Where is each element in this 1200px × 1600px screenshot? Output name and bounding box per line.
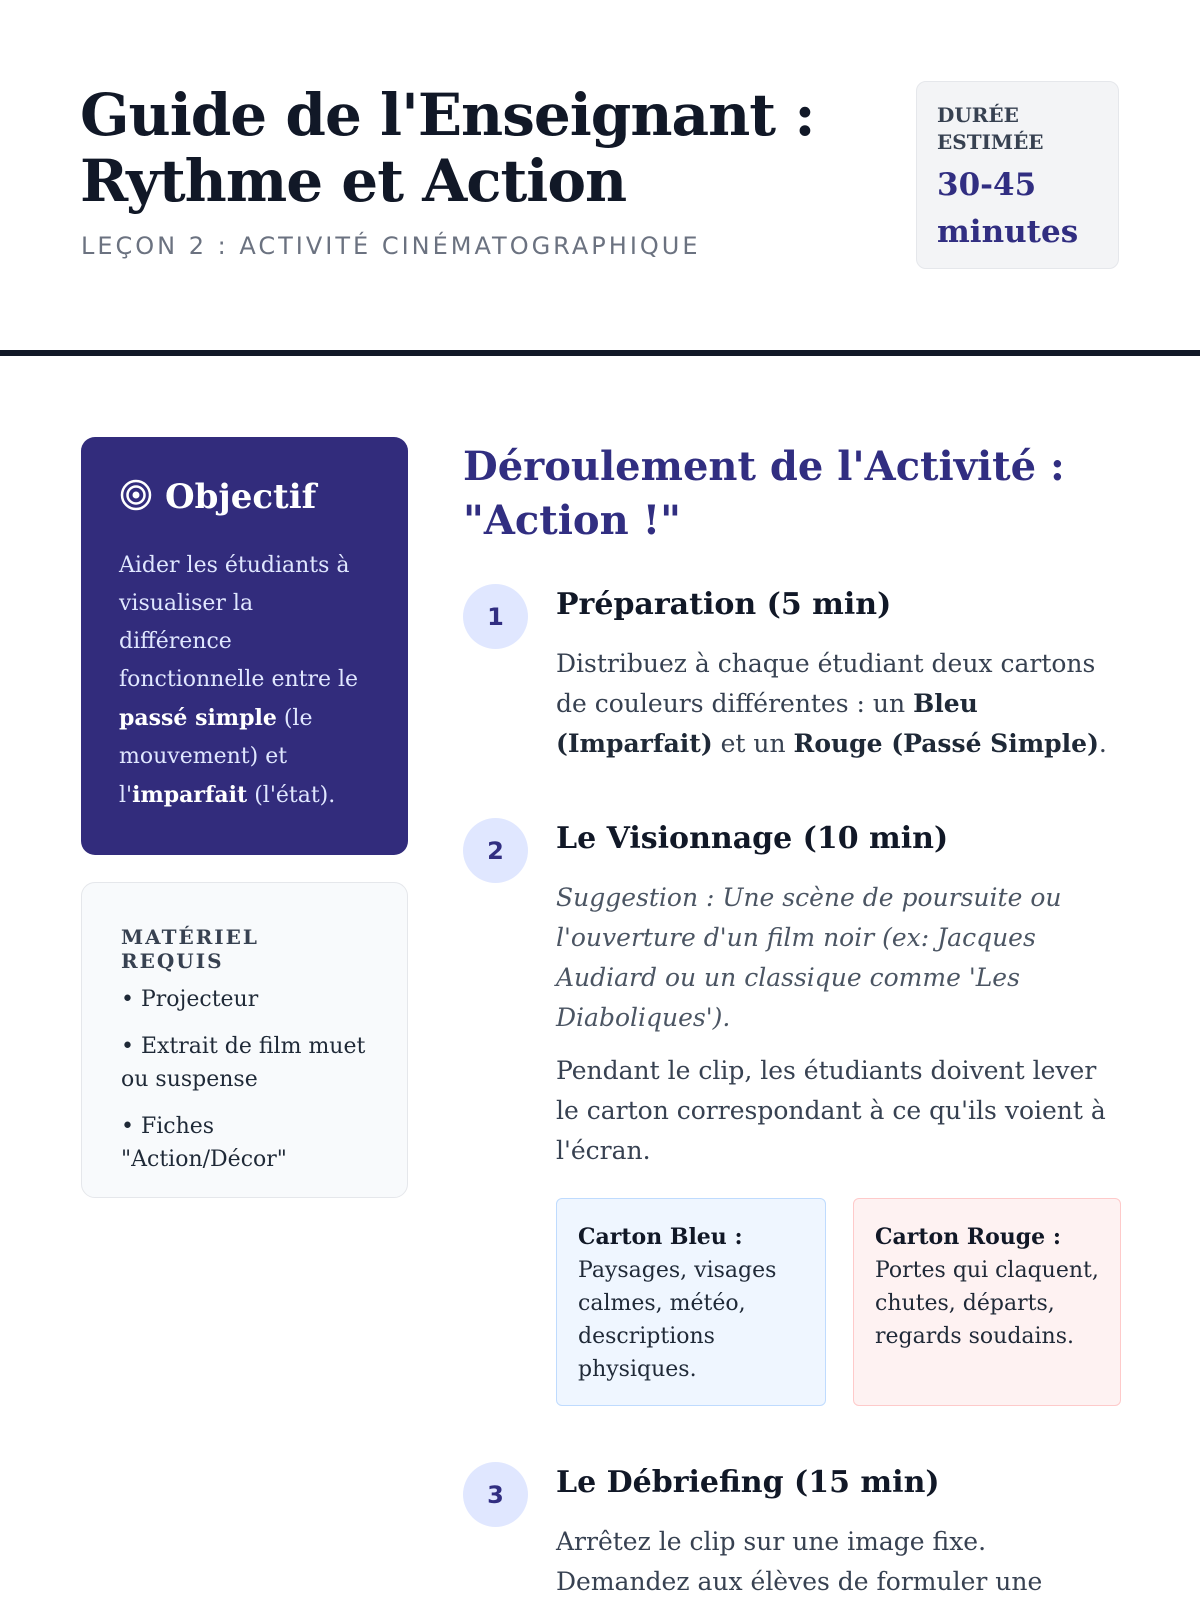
title-line-1: Guide de l'Enseignant : [80,81,815,149]
header [0,0,1200,350]
step-number-badge: 2 [463,818,528,883]
list-item: • Fiches "Action/Décor" [121,1114,287,1172]
lesson-subtitle: LEÇON 2 : ACTIVITÉ CINÉMATOGRAPHIQUE [81,232,701,260]
objective-title: Objectif [165,477,317,517]
objective-header [119,477,370,517]
objective-text-part: (l'état). [247,783,336,808]
step-title: Le Débriefing (15 min) [556,1465,940,1500]
carton-bleu-card [556,1198,826,1406]
activity-title: Déroulement de l'Activité : "Action !" [463,443,1065,544]
carton-label: Carton Rouge : [875,1224,1061,1250]
duration-value: 30-45 minutes [937,167,1079,250]
step-title: Le Visionnage (10 min) [556,821,949,856]
list-item: • Projecteur [121,987,259,1012]
duration-label: DURÉE ESTIMÉE [937,103,1044,154]
step-text-part: Distribuez à chaque étudiant deux cartons de couleurs différentes : un [556,649,1096,718]
step-text: Arrêtez le clip sur une image fixe. Demandez aux élèves de formuler une [556,1527,1043,1596]
materials-title: MATÉRIEL REQUIS [121,925,259,973]
objective-bold-imparfait: imparfait [132,782,248,808]
target-icon [119,478,153,516]
step-suggestion: Suggestion : Une scène de poursuite ou l'ouverture d'un film noir (ex: Jacques Audiard ou un classique comme 'Les Diaboliques'). [556,883,1062,1032]
objective-text [119,547,370,815]
title-line-2: Rythme et Action [80,147,627,215]
carton-text: Portes qui claquent, chutes, départs, regards soudains. [875,1258,1099,1349]
step-bold-rouge: Rouge (Passé Simple) [793,729,1099,758]
step-number-badge: 1 [463,584,528,649]
objective-card [81,437,408,855]
carton-text: Paysages, visages calmes, météo, descriptions physiques. [578,1258,777,1382]
step-text-part: . [1098,729,1107,758]
step-bold-bleu: Bleu (Imparfait) [556,689,978,758]
step-title: Préparation (5 min) [556,587,892,622]
objective-bold-passe-simple: passé simple [119,705,277,731]
header-divider [0,350,1200,356]
carton-rouge-card [853,1198,1121,1406]
objective-text-part: Aider les étudiants à visualiser la différence fonctionnelle entre le [119,553,359,692]
materials-card [81,882,408,1198]
objective-text-part: (le mouvement) et l' [119,706,313,808]
step-number-badge: 3 [463,1462,528,1527]
materials-list [121,983,368,1176]
duration-box [916,81,1119,269]
step-text-part: et un [712,729,794,758]
list-item: • Extrait de film muet ou suspense [121,1034,366,1092]
carton-label: Carton Bleu : [578,1224,743,1250]
step-text: Pendant le clip, les étudiants doivent lever le carton correspondant à ce qu'ils voient à l'écran. [556,1056,1106,1165]
step-text [556,644,1126,764]
page-title [80,82,840,214]
